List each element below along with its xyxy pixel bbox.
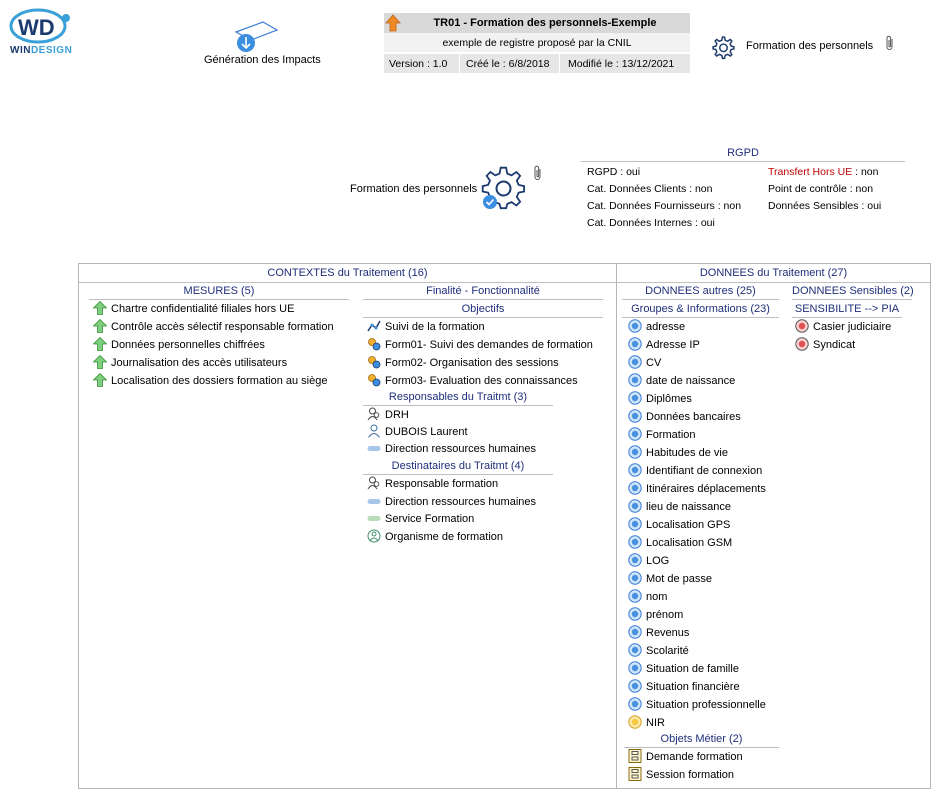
mesure-item[interactable]: Données personnelles chiffrées	[93, 338, 334, 356]
donnee-item[interactable]: Données bancaires	[628, 410, 766, 428]
divider	[622, 299, 779, 300]
divider	[363, 299, 603, 300]
destinataire-item[interactable]: Direction ressources humaines	[367, 495, 536, 513]
finalite-title: Finalité - Fonctionnalité	[426, 285, 540, 297]
gears-icon	[367, 355, 381, 369]
point-controle: Point de contrôle : non	[768, 183, 874, 195]
data-dot-icon	[628, 373, 642, 387]
header-title-bar	[384, 13, 690, 33]
cat-fournisseurs: Cat. Données Fournisseurs : non	[587, 200, 742, 212]
green-arrow-icon	[93, 355, 107, 369]
donnee-sensible-item[interactable]: Casier judiciaire	[795, 320, 891, 338]
data-dot-icon	[628, 445, 642, 459]
data-dot-icon	[628, 409, 642, 423]
logo-text: WINDESIGN	[10, 45, 73, 56]
transfert-value: : non	[852, 166, 879, 178]
donnee-item[interactable]: Diplômes	[628, 392, 766, 410]
donnee-item[interactable]: Itinéraires déplacements	[628, 482, 766, 500]
record-header	[384, 13, 690, 73]
donnee-item[interactable]: Formation	[628, 428, 766, 446]
donnee-item[interactable]: date de naissance	[628, 374, 766, 392]
created-text: Créé le : 6/8/2018	[466, 58, 550, 70]
destinataires-list	[367, 477, 536, 547]
divider	[363, 405, 553, 406]
org-unit-icon	[367, 441, 381, 455]
donnees-sensibles-list	[795, 320, 891, 356]
data-dot-icon	[628, 643, 642, 657]
gear-icon[interactable]	[711, 35, 736, 60]
green-arrow-icon	[93, 301, 107, 315]
data-dot-icon	[628, 517, 642, 531]
gears-icon	[367, 373, 381, 387]
divider	[363, 474, 553, 475]
mesure-item[interactable]: Localisation des dossiers formation au siège	[93, 374, 334, 392]
data-dot-icon	[628, 607, 642, 621]
donnee-item[interactable]: Identifiant de connexion	[628, 464, 766, 482]
org-unit-icon	[367, 494, 381, 508]
data-dot-icon	[628, 625, 642, 639]
donnee-item[interactable]: nom	[628, 590, 766, 608]
data-dot-icon	[628, 499, 642, 513]
data-dot-icon	[628, 427, 642, 441]
donnee-item[interactable]: Revenus	[628, 626, 766, 644]
generation-impacts-label[interactable]: Génération des Impacts	[204, 54, 321, 66]
donnee-item-nir[interactable]: NIR	[628, 716, 766, 734]
objet-metier-item[interactable]: Demande formation	[628, 750, 743, 768]
donnee-item[interactable]: Scolarité	[628, 644, 766, 662]
windesign-logo	[8, 8, 74, 64]
destinataires-title: Destinataires du Traitmt (4)	[391, 460, 525, 472]
mesures-list	[93, 302, 334, 392]
gears-icon	[367, 337, 381, 351]
objectifs-list	[367, 320, 593, 392]
data-dot-icon	[628, 391, 642, 405]
business-object-icon	[628, 749, 642, 763]
objectif-item[interactable]: Suivi de la formation	[367, 320, 593, 338]
line-chart-icon	[367, 319, 381, 333]
column-divider	[616, 263, 617, 789]
donnee-item[interactable]: Situation financière	[628, 680, 766, 698]
divider	[792, 317, 902, 318]
data-dot-icon	[628, 535, 642, 549]
record-meta	[384, 54, 690, 73]
responsable-item[interactable]: DRH	[367, 408, 536, 425]
objectifs-title: Objectifs	[461, 303, 505, 315]
destinataire-item[interactable]: Service Formation	[367, 512, 536, 530]
donnees-autres-list	[628, 320, 766, 734]
donnee-item[interactable]: Localisation GPS	[628, 518, 766, 536]
traitement-label[interactable]: Formation des personnels	[350, 183, 478, 195]
green-arrow-icon	[93, 319, 107, 333]
version-text: Version : 1.0	[389, 58, 448, 70]
business-object-icon	[628, 767, 642, 781]
record-title: TR01 - Formation des personnels-Exemple	[433, 17, 657, 29]
green-arrow-icon	[93, 337, 107, 351]
objets-metier-title: Objets Métier (2)	[660, 733, 743, 745]
sensibilite-title: SENSIBILITE --> PIA	[794, 303, 900, 315]
donnee-sensible-item[interactable]: Syndicat	[795, 338, 891, 356]
donnee-item[interactable]: Situation professionnelle	[628, 698, 766, 716]
groupes-title: Groupes & Informations (23)	[631, 303, 770, 315]
sensitive-data-dot-icon	[795, 319, 809, 333]
donnee-item[interactable]: prénom	[628, 608, 766, 626]
record-subtitle: exemple de registre proposé par la CNIL	[384, 33, 690, 52]
divider	[89, 299, 349, 300]
cat-internes: Cat. Données Internes : oui	[587, 217, 715, 229]
service-icon	[367, 511, 381, 525]
data-dot-yellow-icon	[628, 715, 642, 729]
donnees-autres-title: DONNEES autres (25)	[645, 285, 756, 297]
responsables-title: Responsables du Traitmt (3)	[388, 391, 528, 403]
contextes-title: CONTEXTES du Traitement (16)	[267, 267, 428, 279]
destinataire-item[interactable]: Responsable formation	[367, 477, 536, 495]
donnee-item[interactable]: LOG	[628, 554, 766, 572]
up-arrow-icon	[385, 14, 401, 32]
data-dot-icon	[628, 553, 642, 567]
responsable-item[interactable]: Direction ressources humaines	[367, 442, 536, 459]
group-icon	[367, 476, 381, 490]
data-dot-icon	[628, 337, 642, 351]
divider	[617, 282, 930, 283]
transfert-label: Transfert Hors UE	[768, 166, 853, 178]
responsable-item[interactable]: DUBOIS Laurent	[367, 425, 536, 442]
paperclip-icon[interactable]	[885, 35, 895, 51]
objectif-item[interactable]: Form03- Evaluation des connaissances	[367, 374, 593, 392]
donnee-item[interactable]: Mot de passe	[628, 572, 766, 590]
objectif-item[interactable]: Form01- Suivi des demandes de formation	[367, 338, 593, 356]
donnees-title: DONNEES du Traitement (27)	[699, 267, 848, 279]
paperclip-icon[interactable]	[533, 165, 543, 181]
traitement-link[interactable]: Formation des personnels	[746, 40, 874, 52]
group-icon	[367, 407, 381, 421]
rgpd-value: RGPD : oui	[587, 166, 641, 178]
generation-impacts-icon[interactable]	[233, 20, 278, 54]
data-dot-icon	[628, 661, 642, 675]
external-org-icon	[367, 529, 381, 543]
data-dot-icon	[628, 589, 642, 603]
donnee-item[interactable]: Situation de famille	[628, 662, 766, 680]
donnee-item[interactable]: Adresse IP	[628, 338, 766, 356]
data-dot-icon	[628, 697, 642, 711]
sensitive-data-dot-icon	[795, 337, 809, 351]
mesure-item[interactable]: Contrôle accès sélectif responsable formation	[93, 320, 334, 338]
divider	[792, 299, 912, 300]
data-dot-icon	[628, 571, 642, 585]
objet-metier-item[interactable]: Session formation	[628, 768, 743, 786]
objectif-item[interactable]: Form02- Organisation des sessions	[367, 356, 593, 374]
donnee-item[interactable]: lieu de naissance	[628, 500, 766, 518]
svg-text:WD: WD	[18, 15, 55, 40]
person-icon	[367, 424, 381, 438]
mesure-item[interactable]: Chartre confidentialité filiales hors UE	[93, 302, 334, 320]
divider	[581, 161, 905, 162]
responsables-list	[367, 408, 536, 459]
cat-clients: Cat. Données Clients : non	[587, 183, 713, 195]
donnee-item[interactable]: Habitudes de vie	[628, 446, 766, 464]
divider	[624, 747, 779, 748]
mesures-title: MESURES (5)	[183, 285, 255, 297]
data-dot-icon	[628, 463, 642, 477]
modified-text: Modifié le : 13/12/2021	[568, 58, 675, 70]
divider	[79, 282, 616, 283]
divider	[363, 317, 603, 318]
donnees-sensibles: Données Sensibles : oui	[768, 200, 882, 212]
objets-metier-list	[628, 750, 743, 786]
rgpd-title: RGPD	[727, 147, 759, 159]
divider	[622, 317, 779, 318]
traitement-gear-icon[interactable]	[480, 165, 528, 213]
data-dot-icon	[628, 481, 642, 495]
donnees-sensibles-title: DONNEES Sensibles (2)	[792, 285, 914, 297]
transfert-hors-ue	[768, 166, 879, 178]
green-arrow-icon	[93, 373, 107, 387]
donnee-item[interactable]: CV	[628, 356, 766, 374]
data-dot-icon	[628, 679, 642, 693]
donnee-item[interactable]: adresse	[628, 320, 766, 338]
donnee-item[interactable]: Localisation GSM	[628, 536, 766, 554]
data-dot-icon	[628, 355, 642, 369]
mesure-item[interactable]: Journalisation des accès utilisateurs	[93, 356, 334, 374]
destinataire-item[interactable]: Organisme de formation	[367, 530, 536, 548]
data-dot-icon	[628, 319, 642, 333]
